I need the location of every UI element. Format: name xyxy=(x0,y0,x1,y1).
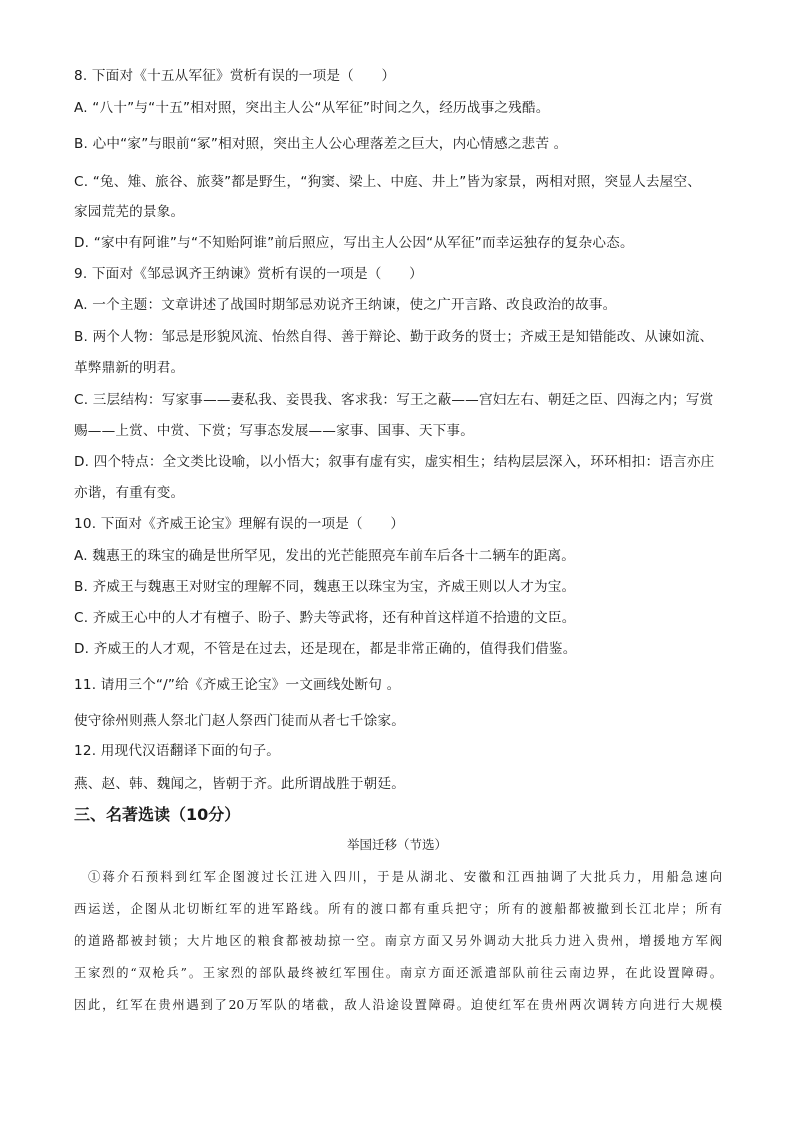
question-8-option-a: A. “八十”与“十五”相对照，突出主人公“从军征”时间之久，经历战事之残酷。 xyxy=(74,100,550,116)
question-10-option-a: A. 魏惠王的珠宝的确是世所罕见，发出的光芒能照亮车前车后各十二辆车的距离。 xyxy=(74,548,576,564)
passage-line: 因此，红军在贵州遇到了20万军队的堵截，敌人沿途设置障碍。迫使红军在贵州两次调转方向进行大规模 xyxy=(74,998,722,1012)
question-12-text: 燕、赵、韩、魏闻之，皆朝于齐。此所谓战胜于朝廷。 xyxy=(74,776,406,792)
passage-line: 王家烈的“双枪兵”。王家烈的部队最终被红军围住。南京方面还派遣部队前往云南边界，在此设置障碍。 xyxy=(74,966,722,980)
question-9-option-c-line2: 赐——上赏、中赏、下赏；写事态发展——家事、国事、天下事。 xyxy=(74,423,475,439)
question-10-option-b: B. 齐威王与魏惠王对财宝的理解不同，魏惠王以珠宝为宝，齐威王则以人才为宝。 xyxy=(74,579,576,595)
question-10-option-d: D. 齐威王的人才观，不管是在过去，还是现在，都是非常正确的，值得我们借鉴。 xyxy=(74,641,577,657)
question-12-stem: 12. 用现代汉语翻译下面的句子。 xyxy=(74,743,281,759)
passage-title: 举国迁移（节选） xyxy=(346,837,447,852)
question-9-option-c-line1: C. 三层结构：写家事——妻私我、妾畏我、客求我：写王之蔽——宫妇左右、朝廷之臣、四海之内；写赏 xyxy=(74,392,714,408)
question-8-option-c-line1: C. “兔、雉、旅谷、旅葵”都是野生，“狗窦、梁上、中庭、井上”皆为家景，两相对照，突显人去屋空、 xyxy=(74,174,702,190)
question-9-option-a: A. 一个主题：文章讲述了战国时期邹忌劝说齐王纳谏，使之广开言路、改良政治的故事。 xyxy=(74,297,617,313)
question-8-option-b: B. 心中“家”与眼前“冢”相对照，突出主人公心理落差之巨大，内心情感之悲苦 。 xyxy=(74,136,568,152)
question-10-stem: 10. 下面对《齐威王论宝》理解有误的一项是（ ） xyxy=(74,516,405,532)
question-9-option-d-line2: 亦谐，有重有变。 xyxy=(74,485,185,501)
question-9-option-b-line1: B. 两个人物：邹忌是形貌风流、怡然自得、善于辩论、勤于政务的贤士；齐威王是知错能改、从谏如流、 xyxy=(74,329,714,345)
question-9-option-b-line2: 革弊鼎新的明君。 xyxy=(74,360,185,376)
question-9-stem: 9. 下面对《邹忌讽齐王纳谏》赏析有误的一项是（ ） xyxy=(74,266,423,282)
question-11-stem: 11. 请用三个“/”给《齐威王论宝》一文画线处断句 。 xyxy=(74,677,401,693)
question-10-option-c: C. 齐威王心中的人才有檀子、盼子、黔夫等武将，还有种首这样道不拾遗的文臣。 xyxy=(74,610,576,626)
passage-line: ①蒋介石预料到红军企图渡过长江进入四川，于是从湖北、安徽和江西抽调了大批兵力，用船急速向 xyxy=(88,870,722,884)
question-8-option-c-line2: 家园荒芜的景象。 xyxy=(74,204,185,220)
passage-line: 的道路都被封锁；大片地区的粮食都被劫掠一空。南京方面又另外调动大批兵力进入贵州，增援地方军阀 xyxy=(74,934,722,948)
question-8-stem: 8. 下面对《十五从军征》赏析有误的一项是（ ） xyxy=(74,68,396,84)
question-9-option-d-line1: D. 四个特点：全文类比设喻，以小悟大；叙事有虚有实，虚实相生；结构层层深入，环环相扣：语言亦庄 xyxy=(74,454,715,470)
section-3-heading: 三、名著选读（10分） xyxy=(74,805,241,824)
question-11-text: 使守徐州则燕人祭北门赵人祭西门徒而从者七千馀家。 xyxy=(74,713,406,729)
passage-line: 西运送，企图从北切断红军的进军路线。所有的渡口都有重兵把守；所有的渡船都被撤到长江北岸；所有 xyxy=(74,902,722,916)
question-8-option-d: D. “家中有阿谁”与“不知贻阿谁”前后照应，写出主人公因“从军征”而幸运独存的复杂心态。 xyxy=(74,235,634,251)
